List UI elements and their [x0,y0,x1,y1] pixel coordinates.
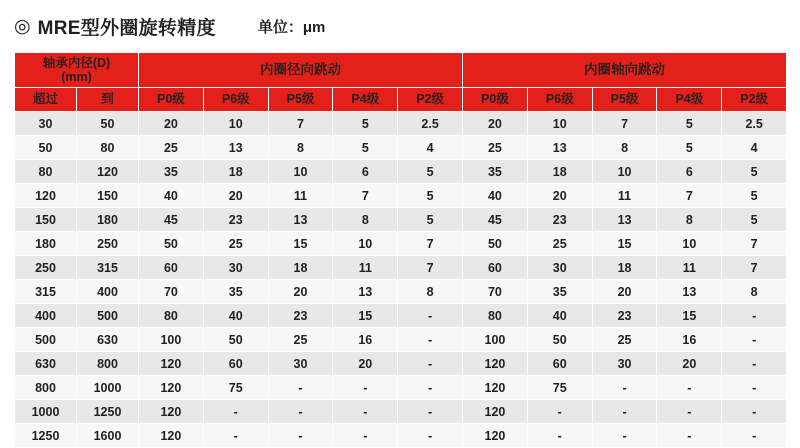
cell-axial-3: 7 [657,184,722,208]
cell-radial-0: 120 [139,400,204,424]
cell-radial-2: 15 [268,232,333,256]
cell-radial-0: 120 [139,424,204,448]
cell-axial-2: - [592,400,657,424]
cell-bore-from: 80 [15,160,77,184]
cell-radial-2: 18 [268,256,333,280]
header-axial-p0: P0级 [463,88,528,112]
cell-radial-3: 16 [333,328,398,352]
cell-radial-1: 20 [203,184,268,208]
cell-axial-0: 80 [463,304,528,328]
cell-radial-1: 60 [203,352,268,376]
cell-axial-2: 13 [592,208,657,232]
cell-axial-0: 50 [463,232,528,256]
cell-axial-4: - [722,400,787,424]
cell-radial-2: 10 [268,160,333,184]
cell-radial-2: 23 [268,304,333,328]
cell-axial-2: 18 [592,256,657,280]
header-axial-p4: P4级 [657,88,722,112]
cell-bore-from: 150 [15,208,77,232]
cell-radial-4: - [398,376,463,400]
cell-radial-4: - [398,424,463,448]
cell-axial-0: 120 [463,376,528,400]
cell-radial-3: 6 [333,160,398,184]
cell-radial-4: 5 [398,184,463,208]
cell-axial-4: - [722,376,787,400]
cell-bore-to: 1250 [77,400,139,424]
cell-axial-4: 7 [722,232,787,256]
table-row [15,208,787,232]
header-row-groups [15,53,787,88]
cell-bore-to: 315 [77,256,139,280]
cell-bore-to: 80 [77,136,139,160]
header-radial-p2: P2级 [398,88,463,112]
cell-axial-0: 120 [463,352,528,376]
table-row [15,184,787,208]
header-radial-p4: P4级 [333,88,398,112]
cell-radial-4: - [398,400,463,424]
header-row-grades [15,88,787,112]
header-bore-to: 到 [77,88,139,112]
cell-axial-3: 10 [657,232,722,256]
cell-radial-1: 10 [203,112,268,136]
cell-radial-1: 75 [203,376,268,400]
cell-axial-0: 35 [463,160,528,184]
cell-radial-4: 7 [398,232,463,256]
cell-bore-from: 630 [15,352,77,376]
cell-axial-2: 15 [592,232,657,256]
title-row [0,0,800,40]
cell-radial-3: 5 [333,112,398,136]
cell-axial-3: - [657,400,722,424]
header-bore-from: 超过 [15,88,77,112]
cell-axial-2: 20 [592,280,657,304]
cell-axial-0: 120 [463,400,528,424]
cell-radial-0: 80 [139,304,204,328]
cell-radial-3: 11 [333,256,398,280]
cell-axial-1: 23 [527,208,592,232]
cell-axial-2: 25 [592,328,657,352]
cell-axial-1: - [527,424,592,448]
cell-radial-1: 50 [203,328,268,352]
header-group-axial: 内圈轴向跳动 [463,53,787,88]
cell-radial-0: 120 [139,352,204,376]
cell-radial-0: 40 [139,184,204,208]
table-row [15,112,787,136]
cell-axial-1: 75 [527,376,592,400]
cell-axial-4: 2.5 [722,112,787,136]
cell-radial-0: 120 [139,376,204,400]
cell-bore-from: 500 [15,328,77,352]
cell-axial-4: - [722,328,787,352]
cell-radial-2: - [268,400,333,424]
cell-axial-1: 25 [527,232,592,256]
cell-radial-2: 20 [268,280,333,304]
cell-axial-1: 35 [527,280,592,304]
cell-bore-to: 1600 [77,424,139,448]
cell-radial-3: 5 [333,136,398,160]
cell-radial-0: 70 [139,280,204,304]
cell-bore-to: 180 [77,208,139,232]
cell-radial-0: 25 [139,136,204,160]
bullet-marker-icon: ◎ [14,14,31,37]
cell-axial-0: 60 [463,256,528,280]
cell-radial-1: 30 [203,256,268,280]
cell-radial-3: 13 [333,280,398,304]
cell-axial-2: 30 [592,352,657,376]
table-row [15,232,787,256]
cell-axial-1: 30 [527,256,592,280]
table-row [15,256,787,280]
cell-axial-2: 8 [592,136,657,160]
cell-radial-1: - [203,424,268,448]
cell-radial-3: 20 [333,352,398,376]
cell-axial-3: 11 [657,256,722,280]
cell-axial-0: 100 [463,328,528,352]
cell-axial-3: 20 [657,352,722,376]
header-group-radial: 内圈径向跳动 [139,53,463,88]
cell-radial-2: 7 [268,112,333,136]
cell-radial-2: 11 [268,184,333,208]
cell-radial-3: 8 [333,208,398,232]
cell-axial-2: 7 [592,112,657,136]
cell-axial-4: 8 [722,280,787,304]
cell-axial-3: 13 [657,280,722,304]
tolerance-table [14,52,787,448]
cell-bore-from: 1000 [15,400,77,424]
cell-axial-3: 8 [657,208,722,232]
cell-radial-0: 35 [139,160,204,184]
cell-radial-3: - [333,376,398,400]
cell-axial-1: 10 [527,112,592,136]
table-row [15,400,787,424]
cell-radial-2: - [268,424,333,448]
cell-axial-4: - [722,424,787,448]
cell-bore-from: 1250 [15,424,77,448]
cell-radial-0: 50 [139,232,204,256]
cell-axial-2: - [592,424,657,448]
cell-bore-to: 800 [77,352,139,376]
cell-radial-0: 100 [139,328,204,352]
table-container [0,40,800,448]
cell-bore-to: 150 [77,184,139,208]
cell-axial-3: - [657,424,722,448]
cell-bore-from: 30 [15,112,77,136]
table-row [15,136,787,160]
table-row [15,304,787,328]
cell-radial-0: 45 [139,208,204,232]
cell-axial-2: 10 [592,160,657,184]
cell-axial-0: 45 [463,208,528,232]
cell-radial-4: 4 [398,136,463,160]
cell-radial-0: 20 [139,112,204,136]
cell-axial-3: 16 [657,328,722,352]
table-header [15,53,787,112]
cell-axial-2: 11 [592,184,657,208]
cell-radial-2: 13 [268,208,333,232]
cell-radial-4: - [398,304,463,328]
cell-axial-2: - [592,376,657,400]
cell-axial-4: 7 [722,256,787,280]
cell-axial-1: 40 [527,304,592,328]
cell-axial-2: 23 [592,304,657,328]
header-radial-p6: P6级 [203,88,268,112]
cell-axial-1: - [527,400,592,424]
header-bore-group-label: 轴承内径(D) [42,55,111,70]
cell-bore-to: 1000 [77,376,139,400]
cell-radial-3: - [333,424,398,448]
cell-axial-0: 70 [463,280,528,304]
cell-axial-4: 5 [722,160,787,184]
cell-radial-2: 8 [268,136,333,160]
cell-radial-0: 60 [139,256,204,280]
header-radial-p5: P5级 [268,88,333,112]
cell-axial-0: 20 [463,112,528,136]
cell-axial-3: 6 [657,160,722,184]
cell-radial-4: 5 [398,160,463,184]
cell-radial-1: 40 [203,304,268,328]
table-row [15,328,787,352]
cell-radial-3: 15 [333,304,398,328]
table-row [15,424,787,448]
cell-axial-4: 5 [722,208,787,232]
cell-bore-from: 800 [15,376,77,400]
cell-radial-1: 13 [203,136,268,160]
cell-radial-4: 7 [398,256,463,280]
table-row [15,160,787,184]
cell-bore-from: 50 [15,136,77,160]
cell-bore-from: 120 [15,184,77,208]
cell-radial-1: 35 [203,280,268,304]
cell-bore-from: 250 [15,256,77,280]
page-title: MRE型外圈旋转精度 [37,17,216,39]
cell-axial-3: 15 [657,304,722,328]
cell-bore-to: 120 [77,160,139,184]
cell-axial-4: 4 [722,136,787,160]
header-axial-p5: P5级 [592,88,657,112]
cell-axial-4: - [722,352,787,376]
cell-axial-1: 18 [527,160,592,184]
unit-label: 单位：μm [257,18,326,36]
cell-radial-4: 2.5 [398,112,463,136]
header-radial-p0: P0级 [139,88,204,112]
cell-bore-to: 630 [77,328,139,352]
cell-radial-3: 7 [333,184,398,208]
cell-axial-1: 20 [527,184,592,208]
cell-radial-1: 23 [203,208,268,232]
cell-radial-1: 25 [203,232,268,256]
cell-radial-4: 5 [398,208,463,232]
cell-radial-4: 8 [398,280,463,304]
cell-axial-1: 50 [527,328,592,352]
cell-bore-to: 500 [77,304,139,328]
table-row [15,280,787,304]
cell-axial-4: - [722,304,787,328]
table-body [15,112,787,448]
cell-axial-4: 5 [722,184,787,208]
table-row [15,352,787,376]
cell-radial-3: 10 [333,232,398,256]
cell-radial-1: 18 [203,160,268,184]
cell-radial-3: - [333,400,398,424]
cell-axial-0: 25 [463,136,528,160]
cell-bore-from: 180 [15,232,77,256]
cell-radial-4: - [398,352,463,376]
cell-radial-2: 30 [268,352,333,376]
cell-axial-0: 40 [463,184,528,208]
cell-radial-1: - [203,400,268,424]
cell-axial-3: 5 [657,136,722,160]
cell-axial-1: 60 [527,352,592,376]
cell-bore-from: 400 [15,304,77,328]
cell-bore-to: 400 [77,280,139,304]
cell-axial-1: 13 [527,136,592,160]
cell-axial-3: - [657,376,722,400]
cell-radial-2: 25 [268,328,333,352]
header-bore-group-unit: (mm) [61,70,92,84]
header-bore-group [15,53,139,88]
cell-bore-to: 250 [77,232,139,256]
cell-axial-0: 120 [463,424,528,448]
cell-radial-4: - [398,328,463,352]
cell-bore-from: 315 [15,280,77,304]
cell-bore-to: 50 [77,112,139,136]
table-row [15,376,787,400]
cell-axial-3: 5 [657,112,722,136]
header-axial-p6: P6级 [527,88,592,112]
cell-radial-2: - [268,376,333,400]
header-axial-p2: P2级 [722,88,787,112]
